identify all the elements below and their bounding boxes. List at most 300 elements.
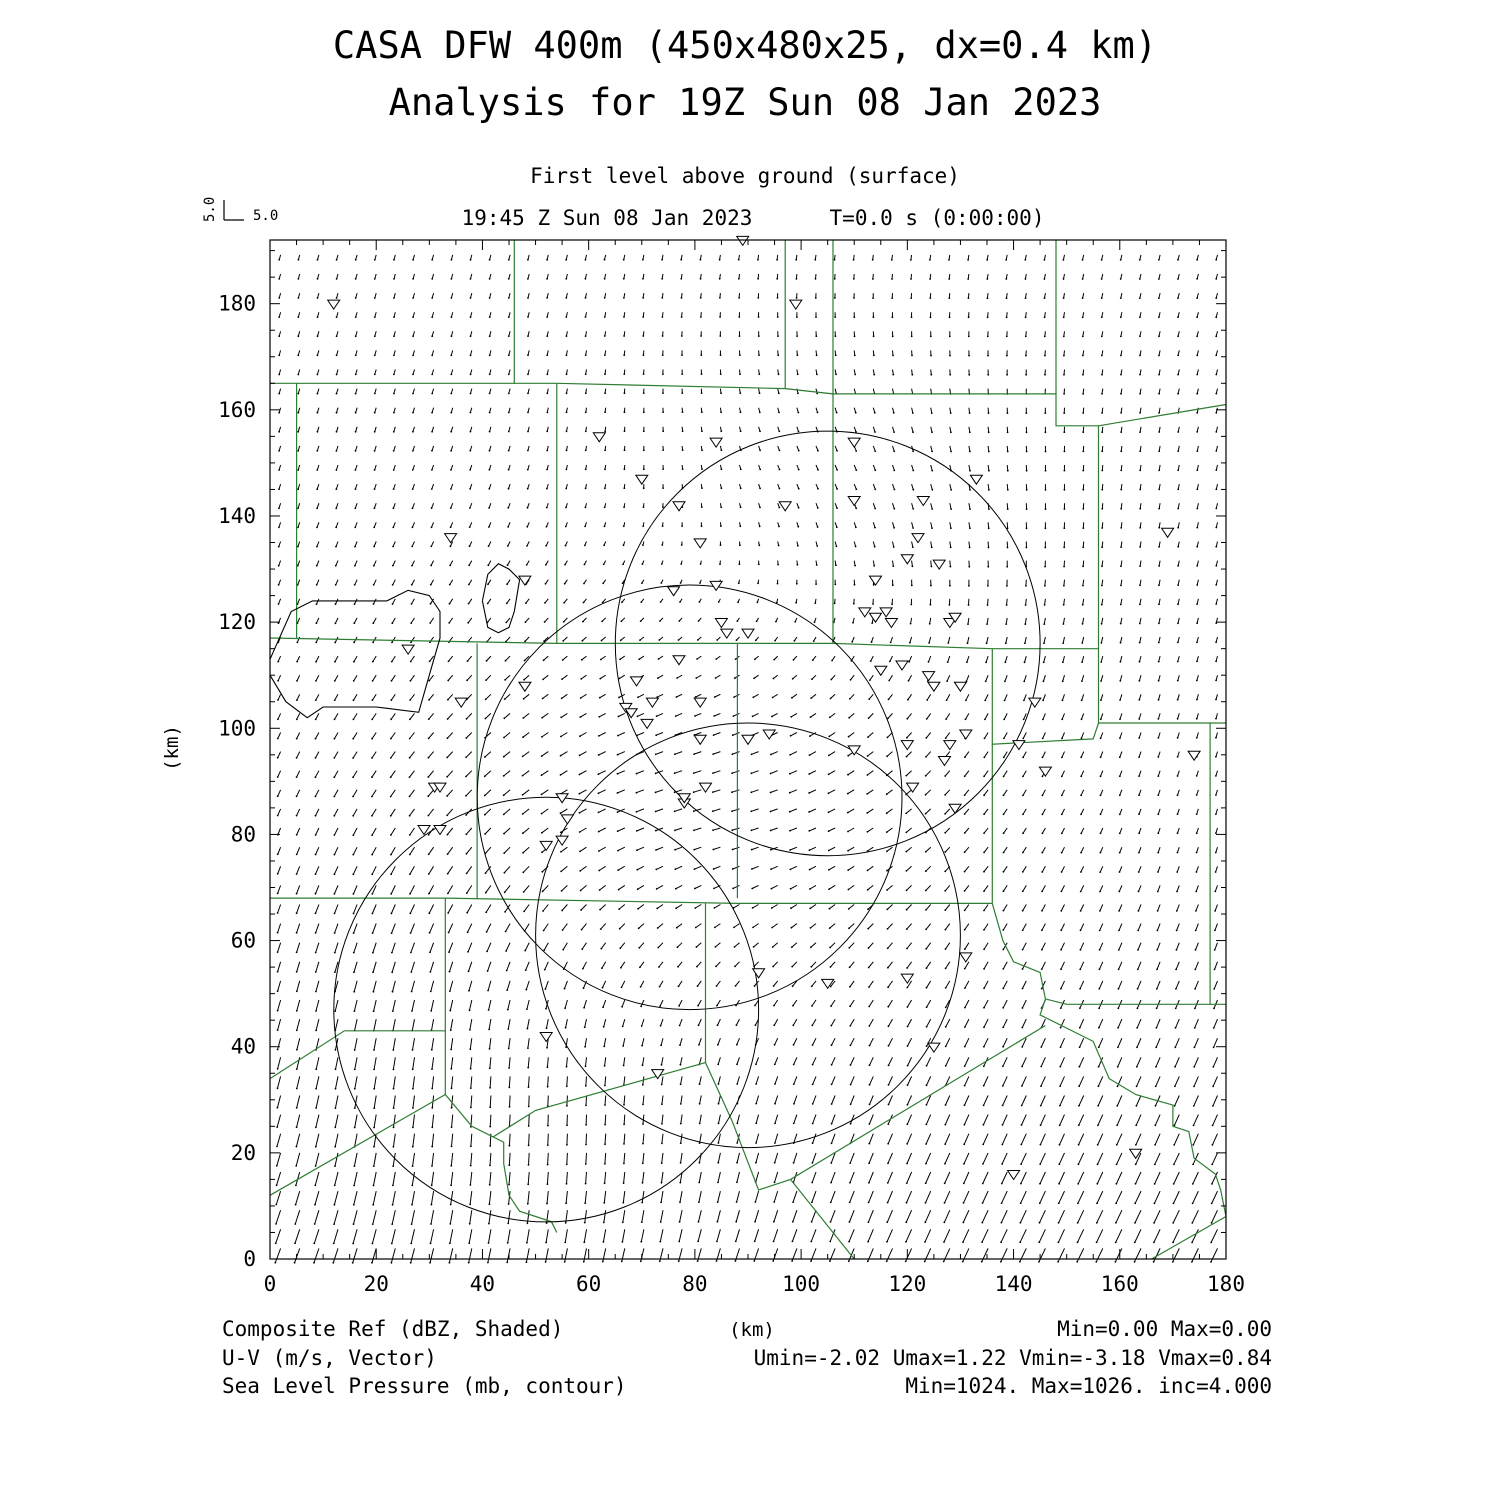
wind-vector-head [355,412,357,414]
wind-vector-head [1156,1007,1158,1009]
wind-vector-head [431,297,433,299]
wind-vector-head [372,680,374,682]
wind-vector-head [815,297,817,299]
wind-vector-head [926,699,928,701]
wind-vector-head [906,1143,908,1145]
wind-vector-head [1139,604,1141,606]
wind-vector-head [912,527,914,529]
wind-vector [1097,1210,1103,1223]
wind-vector-head [731,772,733,774]
wind-vector [467,694,472,699]
wind-vector-head [850,1064,852,1066]
wind-vector-head [1115,1222,1117,1224]
wind-vector [1001,1229,1007,1242]
wind-vector-head [296,873,298,875]
wind-vector-head [373,1010,375,1012]
wind-vector [679,1229,682,1241]
wind-vector [624,1134,625,1144]
wind-vector-head [411,546,413,548]
wind-vector [432,1172,434,1185]
wind-vector-head [508,316,510,318]
wind-vector [334,885,338,893]
wind-vector-head [542,891,544,893]
wind-vector-head [718,601,720,603]
wind-vector [1004,733,1007,739]
wind-vector-head [776,278,778,280]
wind-vector-head [1063,259,1065,261]
wind-vector-head [431,412,433,414]
wind-vector-head [374,393,376,395]
wind-vector-head [451,1087,453,1089]
wind-vector [523,790,530,795]
wind-vector [661,1210,663,1222]
wind-vector-head [486,951,488,953]
wind-vector-head [489,1106,491,1108]
wind-vector-head [1006,585,1008,587]
wind-vector [869,981,873,987]
wind-vector [718,1172,720,1182]
wind-vector-head [541,813,543,815]
wind-vector-head [700,259,702,261]
wind-vector-head [964,851,966,853]
wind-vector [297,790,300,797]
wind-vector-head [968,585,970,587]
wind-vector [1096,1248,1103,1261]
wind-vector [1040,1172,1045,1184]
wind-vector-head [1120,642,1122,644]
wind-vector [278,771,281,777]
wind-vector-head [296,990,298,992]
wind-vector-head [560,851,562,853]
wind-vector-head [411,1204,413,1206]
wind-vector [694,828,701,830]
wind-vector-head [393,507,395,509]
wind-vector-head [789,830,791,832]
wind-vector-head [1100,680,1102,682]
wind-vector [1119,943,1122,950]
wind-vector-head [636,811,638,813]
wind-vector-head [867,870,869,872]
wind-vector-head [830,1025,832,1027]
wind-vector-head [852,622,854,624]
wind-vector [565,981,568,989]
wind-vector-head [390,718,392,720]
wind-vector-head [639,966,641,968]
wind-vector [523,733,529,738]
wind-vector [830,924,835,929]
wind-vector-head [1158,278,1160,280]
wind-vector-head [412,488,414,490]
wind-vector-head [1139,355,1141,357]
wind-vector-head [1139,584,1141,586]
wind-vector-head [484,833,486,835]
wind-vector-head [450,469,452,471]
wind-vector [1158,905,1161,911]
wind-vector-head [793,1162,795,1164]
wind-vector-head [1006,316,1008,318]
wind-vector [733,847,740,849]
wind-vector-head [354,584,356,586]
wind-vector-head [469,469,471,471]
wind-vector-head [945,1065,947,1067]
wind-vector-head [525,969,527,971]
wind-vector-head [693,791,695,793]
wind-vector-head [508,373,510,375]
wind-vector-head [1040,1046,1042,1048]
wind-vector-head [1101,355,1103,357]
wind-vector-head [601,967,603,969]
wind-vector [1003,1038,1007,1047]
wind-vector [1099,981,1103,989]
wind-vector-head [1026,527,1028,529]
wind-vector-head [1061,833,1063,835]
wind-vector-head [969,527,971,529]
wind-vector [662,1134,663,1144]
wind-vector-head [1020,1222,1022,1224]
wind-vector-head [789,869,791,871]
wind-vector-head [887,1006,889,1008]
vector-key-v-label: 5.0 [202,196,218,222]
wind-vector [1154,1210,1160,1223]
wind-vector [735,962,740,967]
wind-vector-head [925,756,927,758]
wind-vector [643,1134,644,1144]
wind-vector-head [295,1165,297,1167]
wind-vector-head [1116,1144,1118,1146]
wind-vector-head [792,1005,794,1007]
wind-vector-head [566,1066,568,1068]
wind-vector-head [681,297,683,299]
wind-vector [316,1115,319,1128]
wind-vector-head [428,738,430,740]
wind-vector-head [450,1184,452,1186]
wind-vector-head [392,565,394,567]
wind-vector-head [623,1104,625,1106]
wind-vector [1137,1057,1141,1067]
wind-vector-head [893,431,895,433]
wind-vector-head [465,737,467,739]
wind-vector-head [583,1261,585,1263]
wind-vector-head [585,449,587,451]
wind-vector [485,809,491,815]
wind-vector [278,713,281,719]
wind-vector [968,618,969,624]
wind-vector-head [449,565,451,567]
wind-vector [297,1038,300,1050]
wind-vector-head [393,297,395,299]
wind-vector-head [717,1182,719,1184]
wind-vector-head [278,374,280,376]
wind-vector-head [371,738,373,740]
wind-vector-head [1039,1163,1041,1165]
wind-vector-head [371,893,373,895]
wind-vector-head [906,967,908,969]
wind-vector-head [604,278,606,280]
wind-vector [449,656,453,661]
wind-vector-head [1079,988,1081,990]
wind-vector-head [451,1146,453,1148]
wind-vector-head [777,297,779,299]
wind-vector-head [778,373,780,375]
wind-vector [490,1057,491,1068]
wind-vector [984,866,988,871]
wind-vector-head [642,335,644,337]
wind-vector-head [969,508,971,510]
wind-vector [927,1019,931,1027]
wind-vector [755,1191,758,1202]
wind-vector [447,809,453,815]
wind-vector-head [374,507,376,509]
wind-vector [810,905,816,909]
wind-vector [752,847,759,849]
wind-vector [581,694,587,698]
wind-vector-head [525,989,527,991]
wind-vector [334,1210,338,1224]
wind-vector-head [700,278,702,280]
wind-vector [719,1096,721,1104]
wind-vector-head [1138,813,1140,815]
wind-vector-head [964,813,966,815]
wind-vector-head [929,278,931,280]
wind-vector-head [391,952,393,954]
wind-vector-head [906,948,908,950]
wind-vector [926,943,931,949]
wind-vector-head [912,412,914,414]
wind-vector [523,752,530,757]
wind-vector-head [1096,1202,1098,1204]
wind-vector-head [694,868,696,870]
wind-vector-head [925,775,927,777]
wind-vector-head [316,527,318,529]
wind-vector [1063,656,1065,662]
wind-vector-head [355,431,357,433]
wind-vector-head [721,449,723,451]
wind-vector-head [906,737,908,739]
wind-vector-head [964,756,966,758]
wind-vector [1138,981,1141,989]
wind-vector-head [352,738,354,740]
wind-vector-head [1119,775,1121,777]
wind-vector-head [354,1069,356,1071]
wind-vector-head [662,430,664,432]
wind-vector [771,885,777,888]
wind-vector-head [334,913,336,915]
wind-vector-head [680,259,682,261]
wind-vector-head [564,1242,566,1244]
wind-vector-head [680,1103,682,1105]
wind-vector-head [545,545,547,547]
wind-vector-head [390,776,392,778]
wind-vector-head [716,1005,718,1007]
wind-vector [429,733,434,739]
wind-vector-head [294,1223,296,1225]
wind-vector [945,809,950,814]
subtitle: First level above ground (surface) [530,164,960,188]
wind-vector-head [469,1223,471,1225]
wind-vector-head [528,1106,530,1108]
wind-vector-head [1119,871,1121,873]
wind-vector-head [809,888,811,890]
wind-vector-head [1081,661,1083,663]
wind-vector-head [564,1261,566,1263]
wind-vector [926,1134,931,1144]
wind-vector-head [1099,871,1101,873]
wind-vector [314,1248,319,1262]
wind-vector-head [835,564,837,566]
wind-vector-head [772,1260,774,1262]
wind-vector [790,847,797,850]
wind-vector-head [758,354,760,356]
wind-vector-head [1158,431,1160,433]
wind-vector-head [853,297,855,299]
wind-vector [485,790,491,796]
wind-vector-head [643,468,645,470]
wind-vector-head [771,927,773,929]
wind-vector [544,924,549,931]
wind-vector [679,981,683,986]
wind-vector-head [390,893,392,895]
wind-vector [1026,599,1027,605]
wind-vector-head [618,716,620,718]
wind-vector-head [1096,1222,1098,1224]
wind-vector [353,885,357,894]
wind-vector-head [905,832,907,834]
wind-vector [662,1153,663,1163]
wind-vector-head [489,412,491,414]
wind-vector [907,1000,911,1007]
wind-vector [314,1229,319,1243]
wind-vector-head [642,1064,644,1066]
wind-vector [354,1191,357,1205]
wind-vector-head [546,1203,548,1205]
wind-vector [1043,675,1045,681]
wind-vector-head [891,297,893,299]
wind-vector [411,656,415,661]
wind-vector-head [907,1006,909,1008]
wind-vector-head [682,468,684,470]
wind-vector-head [759,411,761,413]
wind-vector-head [315,1030,317,1032]
wind-vector-head [1007,489,1009,491]
wind-vector [374,1153,376,1166]
wind-vector-head [409,776,411,778]
wind-vector-head [698,1182,700,1184]
wind-vector [848,790,854,794]
wind-vector [926,924,931,930]
wind-vector [489,1000,491,1010]
wind-vector [637,828,644,831]
wind-vector-head [1097,1163,1099,1165]
wind-vector-head [412,393,414,395]
wind-vector-head [334,1165,336,1167]
wind-vector-head [962,1241,964,1243]
wind-vector [909,656,911,662]
wind-vector-head [277,757,279,759]
wind-vector [832,1038,836,1045]
wind-vector-head [642,259,644,261]
wind-vector [946,1057,950,1066]
wind-vector-head [469,545,471,547]
wind-vector-head [469,488,471,490]
wind-vector [662,1057,664,1065]
wind-vector-head [602,1261,604,1263]
wind-vector-head [713,715,715,717]
wind-vector [868,1229,873,1241]
wind-vector [850,694,854,699]
wind-vector-head [962,1222,964,1224]
wind-vector-head [906,870,908,872]
wind-vector-head [598,812,600,814]
wind-vector-head [542,910,544,912]
wind-vector [1003,1019,1007,1027]
wind-vector-head [449,603,451,605]
wind-vector-head [929,259,931,261]
wind-vector-head [391,1262,393,1264]
wind-vector [508,1229,510,1243]
wind-vector-head [1040,1124,1042,1126]
wind-vector-head [1136,1046,1138,1048]
wind-vector [642,1191,644,1202]
wind-vector-head [412,278,414,280]
wind-vector-head [585,316,587,318]
wind-vector [504,809,510,815]
wind-vector-head [624,468,626,470]
wind-vector-head [738,278,740,280]
wind-vector-head [1134,1261,1136,1263]
wind-vector-head [450,1204,452,1206]
wind-vector-head [925,1202,927,1204]
wind-vector [1045,580,1046,586]
wind-vector-head [1101,450,1103,452]
wind-vector-head [623,487,625,489]
wind-vector-head [1007,431,1009,433]
wind-vector [1040,1153,1045,1164]
wind-vector-head [450,393,452,395]
wind-vector [509,1076,510,1087]
wind-vector-head [696,658,698,660]
wind-vector [297,943,300,953]
wind-vector-head [470,1068,472,1070]
wind-vector-head [719,297,721,299]
wind-vector-head [562,929,564,931]
wind-vector-head [816,393,818,395]
wind-vector-head [732,849,734,851]
wind-vector-head [983,1046,985,1048]
wind-vector-head [1101,297,1103,299]
wind-vector-head [638,927,640,929]
wind-vector-head [693,810,695,812]
wind-vector-head [969,547,971,549]
wind-vector-head [1119,852,1121,854]
wind-vector-head [700,563,702,565]
wind-vector-head [619,658,621,660]
wind-vector-head [719,259,721,261]
wind-vector [471,1153,472,1166]
wind-vector [449,1248,452,1262]
wind-vector-head [581,929,583,931]
wind-vector [1155,1172,1161,1184]
wind-vector-head [294,1242,296,1244]
wind-vector [906,809,911,814]
wind-vector-head [661,1143,663,1145]
wind-vector-head [1120,489,1122,491]
wind-vector-head [739,544,741,546]
wind-vector-head [391,661,393,663]
wind-vector-head [448,951,450,953]
wind-vector-head [1101,489,1103,491]
wind-vector-head [870,660,872,662]
wind-vector [983,1134,988,1145]
